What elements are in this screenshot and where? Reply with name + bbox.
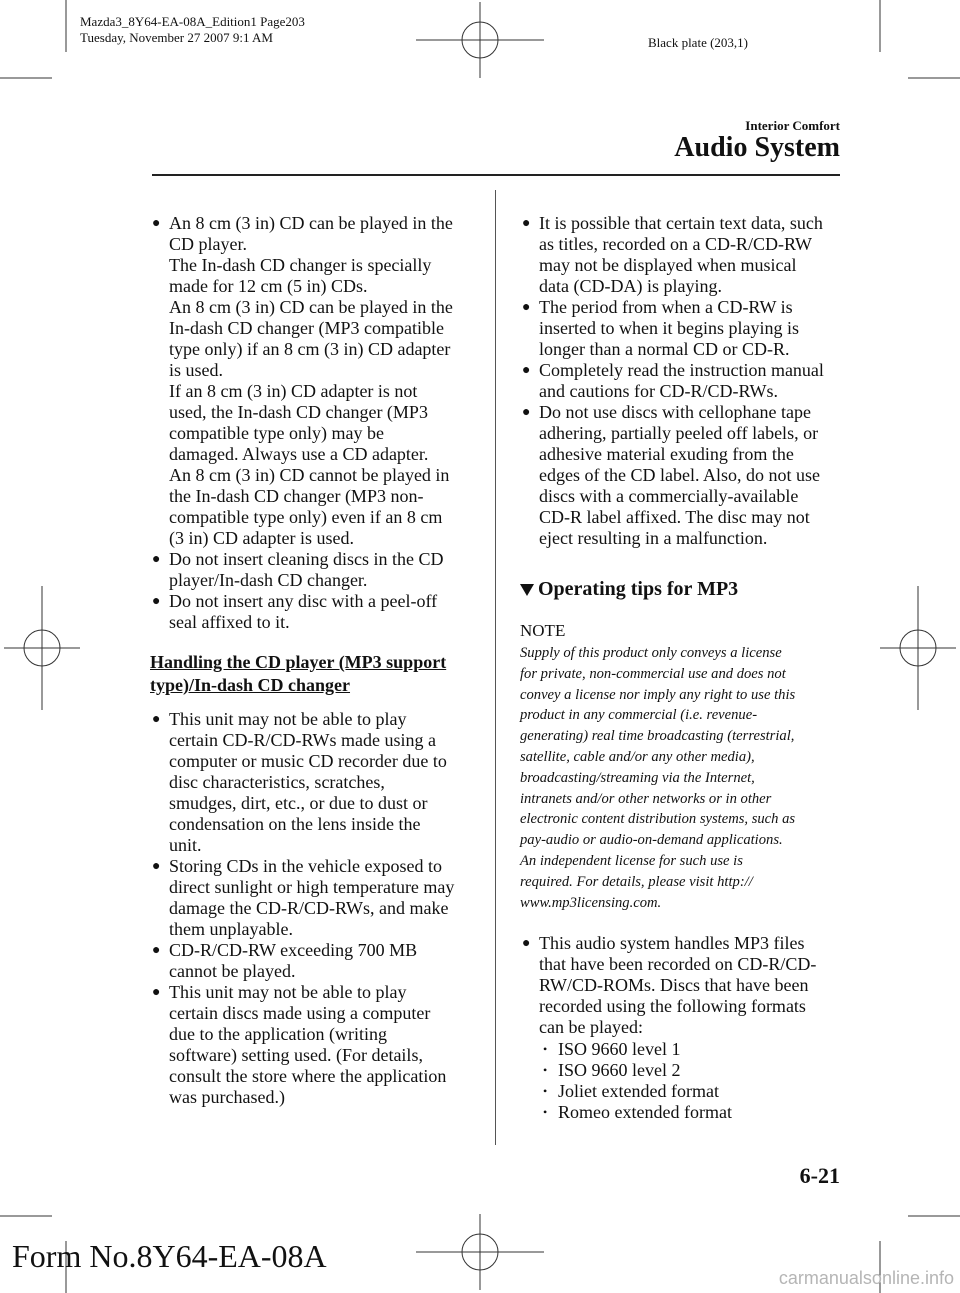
format-item: • Romeo extended format: [543, 1102, 732, 1123]
bullet-icon: •: [543, 1084, 548, 1099]
format-item: • ISO 9660 level 1: [543, 1039, 681, 1060]
bullet-item: ● The period from when a CD-RW is inserted to when it begins playing is longer than a normal CD or CD-R.: [522, 297, 799, 359]
bullet-item: ● It is possible that certain text data, such as titles, recorded on a CD-R/CD-RW may not be displayed when musical data (CD-DA) is playing.: [522, 213, 823, 296]
bullet-item: ● An 8 cm (3 in) CD can be played in the CD player. The In-dash CD changer is specially made for 12 cm (5 in) CDs. An 8 cm (3 in) CD can be played in the In-dash CD changer (MP3 compatible type only) if an 8 cm (3 in) CD adapter is used. If an 8 cm (3 in) CD adapter is not used, the In-dash CD changer (MP3 compatible type only) may be damaged. Always use a CD adapter. An 8 cm (3 in) CD cannot be played in the In-dash CD changer (MP3 non- compatible type only) even if an 8 cm (3 in) CD adapter is used.: [152, 213, 453, 548]
note-body: Supply of this product only conveys a license for private, non-commercial use and does not convey a license nor imply any right to use this product in any commercial (i.e. revenue- generating) real time broadcasting (terrestrial, satellite, cable and/or any other media), broadcasting/streaming via the Internet, intranets and/or other networks or in other electronic content distribution systems, such as pay-audio or audio-on-demand applications. An independent license for such use is required. For details, please visit http:// www.mp3licensing.com.: [520, 645, 796, 911]
bullet-icon: ●: [152, 712, 161, 727]
bullet-list: [520, 933, 835, 1123]
bullet-icon: ●: [152, 985, 161, 1000]
triangle-down-icon: [520, 584, 534, 596]
section-label: Interior Comfort: [745, 118, 840, 133]
format-list: [539, 1039, 835, 1123]
bullet-icon: ●: [152, 859, 161, 874]
bullet-item: ● Storing CDs in the vehicle exposed to direct sunlight or high temperature may damage the CD-R/CD-RWs, and make them unplayable.: [152, 856, 455, 939]
bullet-icon: •: [543, 1042, 548, 1057]
bullet-icon: ●: [522, 300, 531, 315]
left-column: [150, 213, 465, 1108]
page-number: 6-21: [799, 1163, 840, 1188]
right-column: [520, 213, 835, 1123]
form-number: Form No.8Y64-EA-08A: [12, 1238, 327, 1274]
bullet-item: ● This audio system handles MP3 files that have been recorded on CD-R/CD- RW/CD-ROMs. Discs that have been recorded using the following formats can be played: • ISO 9660 level 1 • ISO 9660 level 2 • Joliet extended format • Romeo extended format: [520, 933, 835, 1123]
bullet-item: ● CD-R/CD-RW exceeding 700 MB cannot be played.: [152, 940, 418, 981]
format-item: • Joliet extended format: [543, 1081, 719, 1102]
column-divider: [495, 190, 496, 1145]
bullet-icon: ●: [152, 594, 161, 609]
print-meta-line-2: Tuesday, November 27 2007 9:1 AM: [80, 30, 273, 45]
bullet-icon: ●: [522, 936, 531, 952]
bullet-icon: ●: [522, 216, 531, 231]
chapter-title: Audio System: [674, 132, 840, 163]
bullet-item: ● This unit may not be able to play certain discs made using a computer due to the application (writing software) setting used. (For details, consult the store where the application was purchased.): [152, 982, 447, 1107]
bullet-icon: ●: [152, 552, 161, 567]
bullet-icon: ●: [152, 943, 161, 958]
bullet-icon: •: [543, 1105, 548, 1120]
watermark: carmanualsonline.info: [778, 1268, 954, 1288]
section-heading-text: Operating tips for MP3: [538, 578, 739, 600]
header-rule: [152, 174, 840, 176]
bullet-icon: ●: [522, 363, 531, 378]
plate-label: Black plate (203,1): [648, 35, 748, 50]
section-subheading: Handling the CD player (MP3 support type)/In-dash CD changer: [150, 652, 447, 695]
bullet-list: [150, 709, 465, 1108]
bullet-item: ● Do not use discs with cellophane tape adhering, partially peeled off labels, or adhesive material exuding from the edges of the CD label. Also, do not use discs with a commercially-available CD-R label affixed. The disc may not eject resulting in a malfunction.: [522, 402, 820, 548]
bullet-icon: ●: [522, 405, 531, 420]
bullet-icon: •: [543, 1063, 548, 1078]
bullet-list: [150, 213, 465, 633]
section-heading: [520, 579, 835, 600]
format-item: • ISO 9660 level 2: [543, 1060, 681, 1081]
bullet-icon: ●: [152, 216, 161, 231]
bullet-item: ● Do not insert cleaning discs in the CD player/In-dash CD changer.: [152, 549, 444, 590]
bullet-item: ● This unit may not be able to play certain CD-R/CD-RWs made using a computer or music CD recorder due to disc characteristics, scratches, smudges, dirt, etc., or due to dust or condensation on the lens inside the unit.: [152, 709, 447, 855]
print-meta-line-1: Mazda3_8Y64-EA-08A_Edition1 Page203: [80, 14, 305, 29]
bullet-item: ● Completely read the instruction manual and cautions for CD-R/CD-RWs.: [522, 360, 824, 401]
note-label: NOTE: [520, 621, 566, 640]
print-metadata: [80, 14, 305, 46]
bullet-list: [520, 213, 835, 549]
bullet-item: ● Do not insert any disc with a peel-off seal affixed to it.: [152, 591, 438, 632]
